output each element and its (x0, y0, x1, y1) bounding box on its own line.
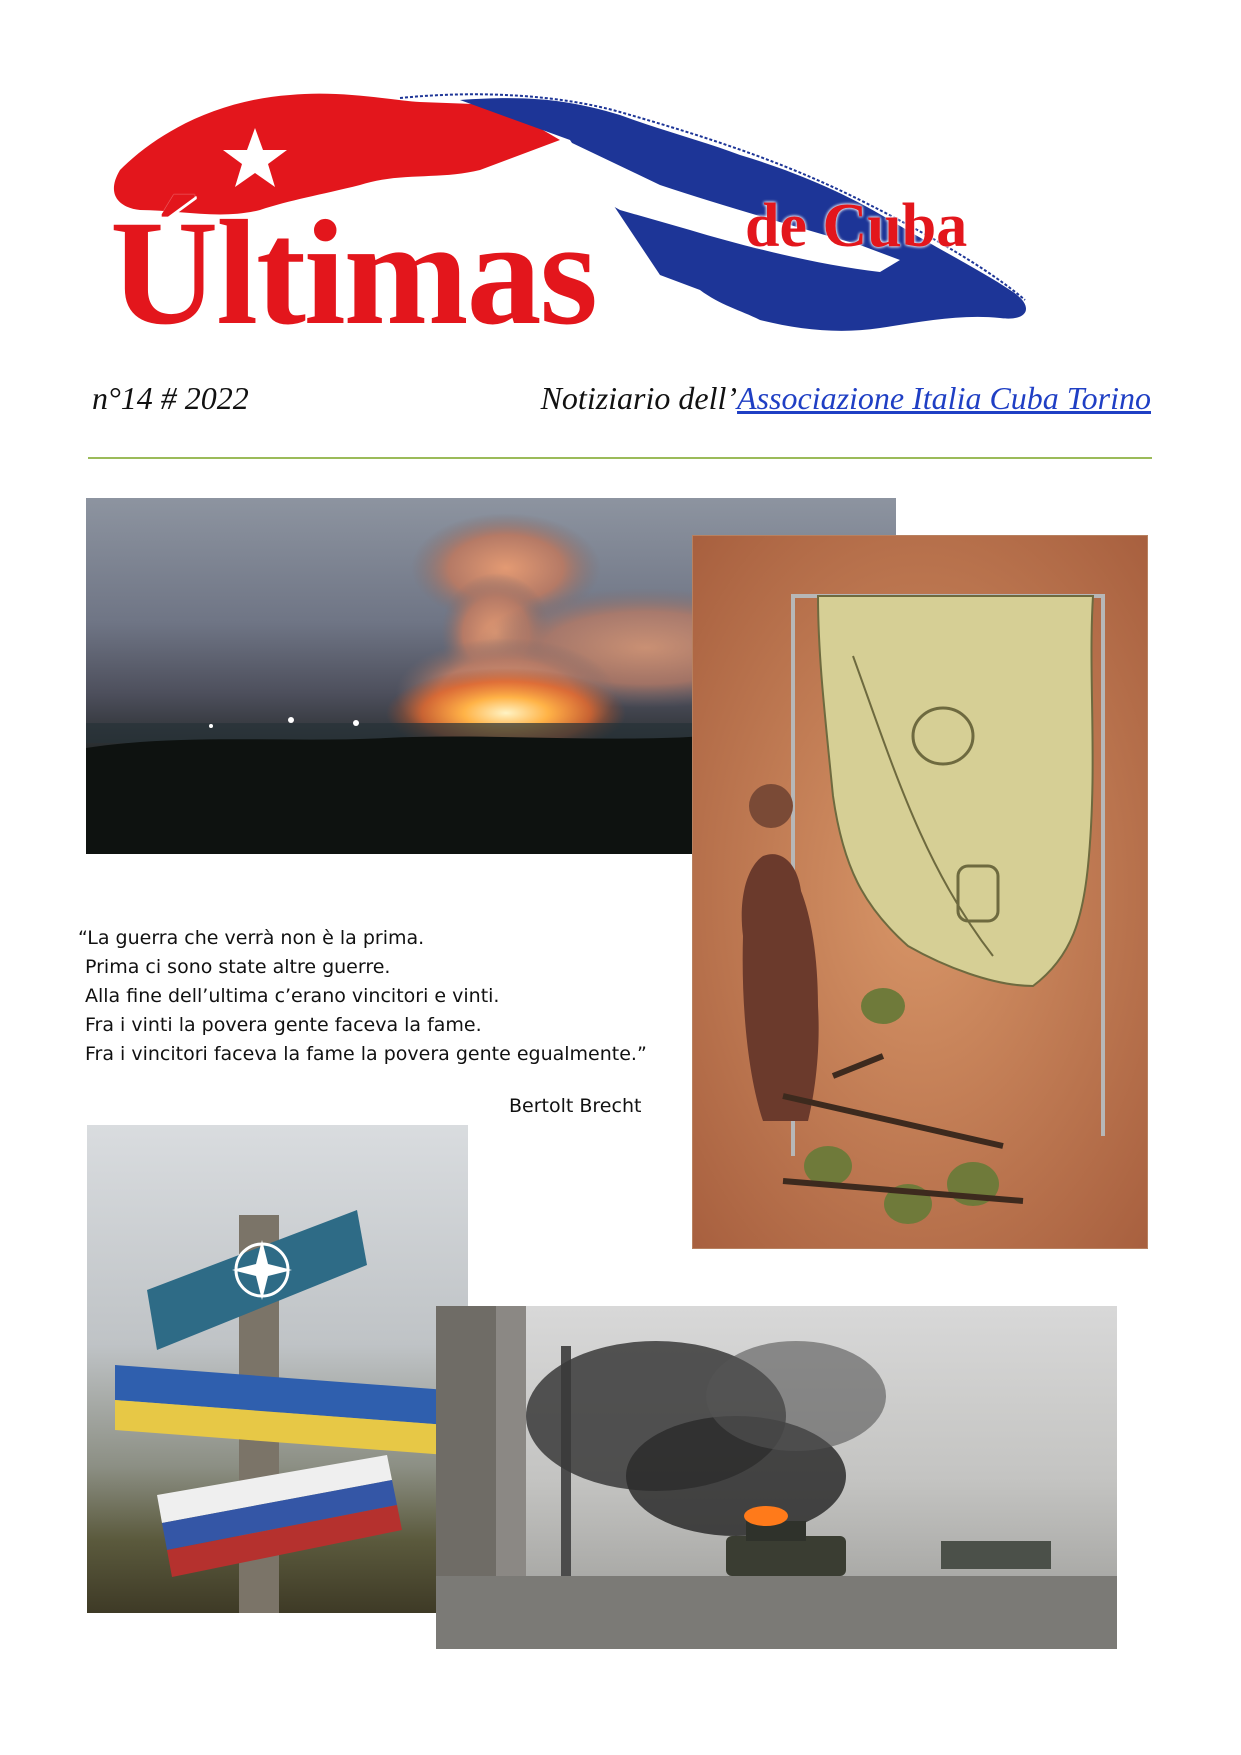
quote-line: Fra i vinti la povera gente faceva la fame. (85, 1014, 482, 1036)
burning-vehicle-illustration (436, 1306, 1117, 1649)
burning-vehicle-photo (436, 1306, 1117, 1649)
masthead (100, 60, 1150, 360)
issue-number: n°14 # 2022 (92, 380, 249, 416)
quote-line: Fra i vincitori faceva la fame la povera gente egualmente.” (85, 1043, 647, 1065)
brecht-quote (78, 924, 688, 1069)
masthead-title: Últimas (110, 190, 596, 356)
signpost-photo (87, 1125, 468, 1613)
quote-line: “La guerra che verrà non è la prima. (78, 927, 425, 949)
signpost-illustration (87, 1125, 468, 1613)
quote-line: Alla fine dell’ultima c’erano vincitori e vinti. (85, 985, 500, 1007)
header-divider (88, 457, 1152, 459)
tagline-prefix: Notiziario dell’ (540, 380, 738, 416)
dollar-illustration (693, 536, 1147, 1248)
association-link[interactable]: Associazione Italia Cuba Torino (737, 380, 1151, 416)
newsletter-tagline (541, 380, 1151, 417)
quote-line: Prima ci sono state altre guerre. (85, 956, 391, 978)
dollar-artwork (693, 536, 1147, 1248)
masthead-subtitle: de Cuba (745, 192, 968, 260)
quote-author: Bertolt Brecht (509, 1095, 642, 1117)
